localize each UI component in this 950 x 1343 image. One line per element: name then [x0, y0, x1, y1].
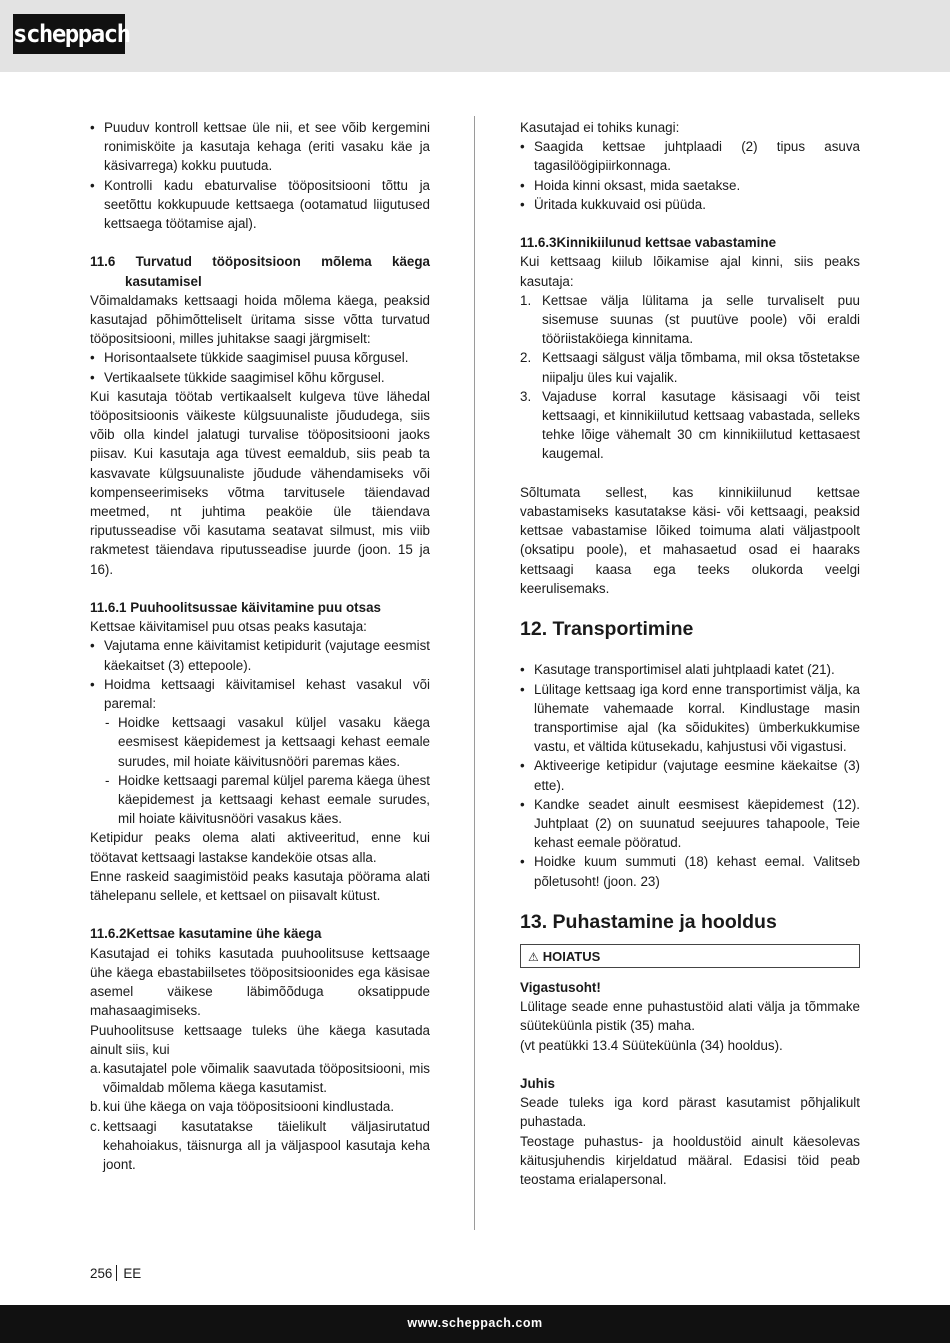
list-item-text: kettsaagi kasutatakse täielikult väljasirutatud kehahoiakus, täisnurga all ja väljaspool kasutaja keha joont.: [103, 1118, 430, 1172]
list-marker: 2.: [520, 350, 532, 366]
header-bar: [0, 0, 950, 72]
list-item: • Puuduv kontroll kettsae üle nii, et see võib kergemini ronimisköite ja kasutaja kehaga (eriti vasaku käe ja käsivarrega) kokku puutuda.: [90, 118, 430, 176]
paragraph: Teostage puhastus- ja hooldustöid ainult käesolevas käitusjuhendis kirjeldatud määral. Edasisi töid peab teostama erialapersonal.: [520, 1133, 860, 1188]
list-item-text: Vajaduse korral kasutage käsisaagi või teist kettsaagi, et kinnikiilutud kettsaag vabastada, selleks tehke lõige vähemalt 30 cm kinnikiilutud kettasaest kaugemal.: [542, 388, 860, 462]
paragraph: Kasutajad ei tohiks kasutada puuhoolitsuse kettsaage ühe käega ebastabiilsetes tööpositsioonides ega käsisae asemel väikese läbimõõduga oksatippude mahasaagimiseks.: [90, 945, 430, 1019]
list-item: - Hoidke kettsaagi vasakul küljel vasaku käega eesmisest käepidemest ja kettsaagi kehast eemale surudes, mil hoiate käivitusnööri paremas käes.: [104, 713, 430, 771]
list-item: [90, 1059, 430, 1097]
paragraph: Puuhoolitsuse kettsaage tuleks ühe käega kasutada ainult siis, kui: [90, 1022, 430, 1057]
chapter-heading-cleaning: 13. Puhastamine ja hooldus: [520, 911, 777, 934]
list-item: • Vajutama enne käivitamist ketipidurit (vajutage eesmist käekaitset (3) ettepoole).: [90, 636, 430, 674]
list-item: [520, 291, 860, 349]
paragraph: Ketipidur peaks olema alati aktiveeritud, enne kui töötavat kettsaagi lastakse kandeköie otsas alla.: [90, 830, 430, 865]
injury-heading: Vigastusoht!: [520, 980, 601, 996]
list-item-text: kui ühe käega on vaja tööpositsiooni kindlustada.: [103, 1099, 395, 1115]
warning-box: [520, 944, 860, 968]
list-item-text: Kettsae välja lülitama ja selle turvaliselt puu sisemuse suunas (st puutüve poole) või eraldi tööriistaköiega kinnitama.: [542, 292, 860, 347]
chapter-heading-transport: 12. Transportimine: [520, 618, 694, 641]
numbered-list: [520, 291, 860, 464]
section-heading-11-6-2: 11.6.2Kettsae kasutamine ühe käega: [90, 926, 322, 942]
list-item-text: Kettsaagi sälgust välja tõmbama, mil oksa tõstetakse niipalju üles kui vajalik.: [542, 350, 860, 385]
dash-list: [104, 713, 430, 828]
section-heading-11-6-1: 11.6.1 Puuhoolitsussae käivitamine puu otsas: [90, 600, 381, 616]
page-number: 256: [90, 1266, 113, 1281]
page-footer: [90, 1264, 141, 1283]
website-url: www.scheppach.com: [407, 1316, 543, 1330]
bullet-list: [90, 636, 430, 713]
list-item: • Üritada kukkuvaid osi püüda.: [520, 195, 860, 214]
language-code: EE: [123, 1266, 142, 1281]
section-heading-11-6-3: 11.6.3Kinnikiilunud kettsae vabastamine: [520, 235, 777, 251]
column-divider: [474, 116, 475, 1230]
paragraph: Seade tuleks iga kord pärast kasutamist põhjalikult puhastada.: [520, 1095, 860, 1130]
bullet-list: [520, 137, 860, 214]
list-item-text: kasutajatel pole võimalik saavutada tööpositsiooni, mis võimaldab mõlema käega kasutamist.: [103, 1060, 430, 1096]
section-heading-11-6: 11.6 Turvatud tööpositsioon mõlema käega kasutamisel: [90, 254, 430, 289]
list-item: - Hoidke kettsaagi paremal küljel parema käega ühest käepidemest ja kettsaagi kehast eemale surudes, mil hoiate käivitusnööri vasakus käes.: [104, 771, 430, 829]
footer-separator: [116, 1265, 117, 1281]
list-item: [520, 348, 860, 386]
paragraph: Lülitage seade enne puhastustöid alati välja ja tõmmake süüteküünla pistik (35) maha.: [520, 999, 860, 1034]
left-column: [90, 118, 430, 1174]
paragraph: Enne raskeid saagimistöid peaks kasutaja pöörama alati tähelepanu sellele, et kettsael on piisavalt kütust.: [90, 868, 430, 904]
list-item: [90, 1097, 430, 1116]
list-marker: a.: [90, 1060, 102, 1076]
paragraph: Võimaldamaks kettsaagi hoida mõlema käega, peaksid kasutajad põhimõtteliselt üritama sisse võtta turvatud tööpositsiooni, milles juhitakse saagi järgmiselt:: [90, 292, 430, 347]
list-marker: 1.: [520, 292, 532, 308]
list-item: • Kasutage transportimisel alati juhtplaadi katet (21).: [520, 660, 860, 679]
list-item: • Saagida kettsae juhtplaadi (2) tipus asuva tagasilöögipiirkonnaga.: [520, 137, 860, 175]
list-item: • Horisontaalsete tükkide saagimisel puusa kõrgusel.: [90, 348, 430, 367]
intro-bullet-list: [90, 118, 430, 233]
paragraph: Kettsae käivitamisel puu otsas peaks kasutaja:: [90, 619, 367, 635]
list-item: • Aktiveerige ketipidur (vajutage eesmine käekaitse (3) ette).: [520, 756, 860, 794]
list-item: • Hoida kinni oksast, mida saetakse.: [520, 176, 860, 195]
warning-label: HOIATUS: [542, 949, 601, 965]
paragraph: Kui kasutaja töötab vertikaalselt kulgeva tüve lähedal tööpositsioonis väikeste külgsuunaliste jõududega, siis võib olla kindel jalatugi turvalise tööpositsiooni jaoks piisav. Kui kasutaja aga tüvest eemaldub, siis peab ta kasvavate külgsuunaliste jõudude vähendamiseks või kompenseerimiseks võtma tarvitusele täiendavad meetmed, nt juhtima peaköie üle täiendava riputusseadise või kasutama seatavat silmust, mis viib rakmetest täiendava riputusseadise juurde (joon. 15 ja 16).: [90, 388, 430, 577]
bottom-bar: [0, 1305, 950, 1343]
list-marker: 3.: [520, 388, 532, 404]
paragraph: Kasutajad ei tohiks kunagi:: [520, 120, 680, 135]
right-column: [520, 118, 860, 1189]
list-marker: c.: [90, 1118, 101, 1134]
bullet-list: [520, 660, 860, 890]
list-item: [520, 387, 860, 464]
paragraph: Sõltumata sellest, kas kinnikiilunud kettsae vabastamiseks kasutatakse käsi- või kettsaagi, peaksid kettsae vabastamise lõiked toimuma alati väljastpoolt (oksatipu poole), et mahasaetud osad ei haaraks kettsaagi kaasa ega teeks olukorda veelgi keerulisemaks.: [520, 484, 860, 596]
lettered-list: [90, 1059, 430, 1174]
list-item: • Vertikaalsete tükkide saagimisel kõhu kõrgusel.: [90, 368, 430, 387]
warning-triangle-icon: ⚠: [528, 950, 539, 965]
list-item-text: Hoidma kettsaagi käivitamisel kehast vasakul või paremal:: [104, 676, 430, 712]
note-heading: Juhis: [520, 1076, 555, 1092]
list-item: • Kandke seadet ainult eesmisest käepidemest (12). Juhtplaat (2) on suunatud seejuures tahapoole, Teie kehast eemale pööratud.: [520, 795, 860, 853]
list-item: • Kontrolli kadu ebaturvalise tööpositsiooni tõttu ja seetõttu kokkupuude kettsaega (ootamatud liigutused kettsaega töötamise ajal).: [90, 176, 430, 234]
paragraph: (vt peatükki 13.4 Süüteküünla (34) hooldus).: [520, 1037, 783, 1053]
list-item: • Hoidke kuum summuti (18) kehast eemal. Valitseb põletusoht! (joon. 23): [520, 852, 860, 890]
bullet-list: [90, 348, 430, 386]
list-marker: b.: [90, 1099, 102, 1115]
list-item: [90, 1117, 430, 1175]
list-item: [90, 675, 430, 713]
scheppach-logo: scheppach: [13, 14, 125, 54]
list-item: • Lülitage kettsaag iga kord enne transportimist välja, ka lühemate vahemaade korral. Kindlustage masin transportimise ajal (ka sõidukites) ümberkukkumise vastu, et vältida kütusekadu, kahjustusi või vigastusi.: [520, 680, 860, 757]
paragraph: Kui kettsaag kiilub lõikamise ajal kinni, siis peaks kasutaja:: [520, 254, 860, 289]
